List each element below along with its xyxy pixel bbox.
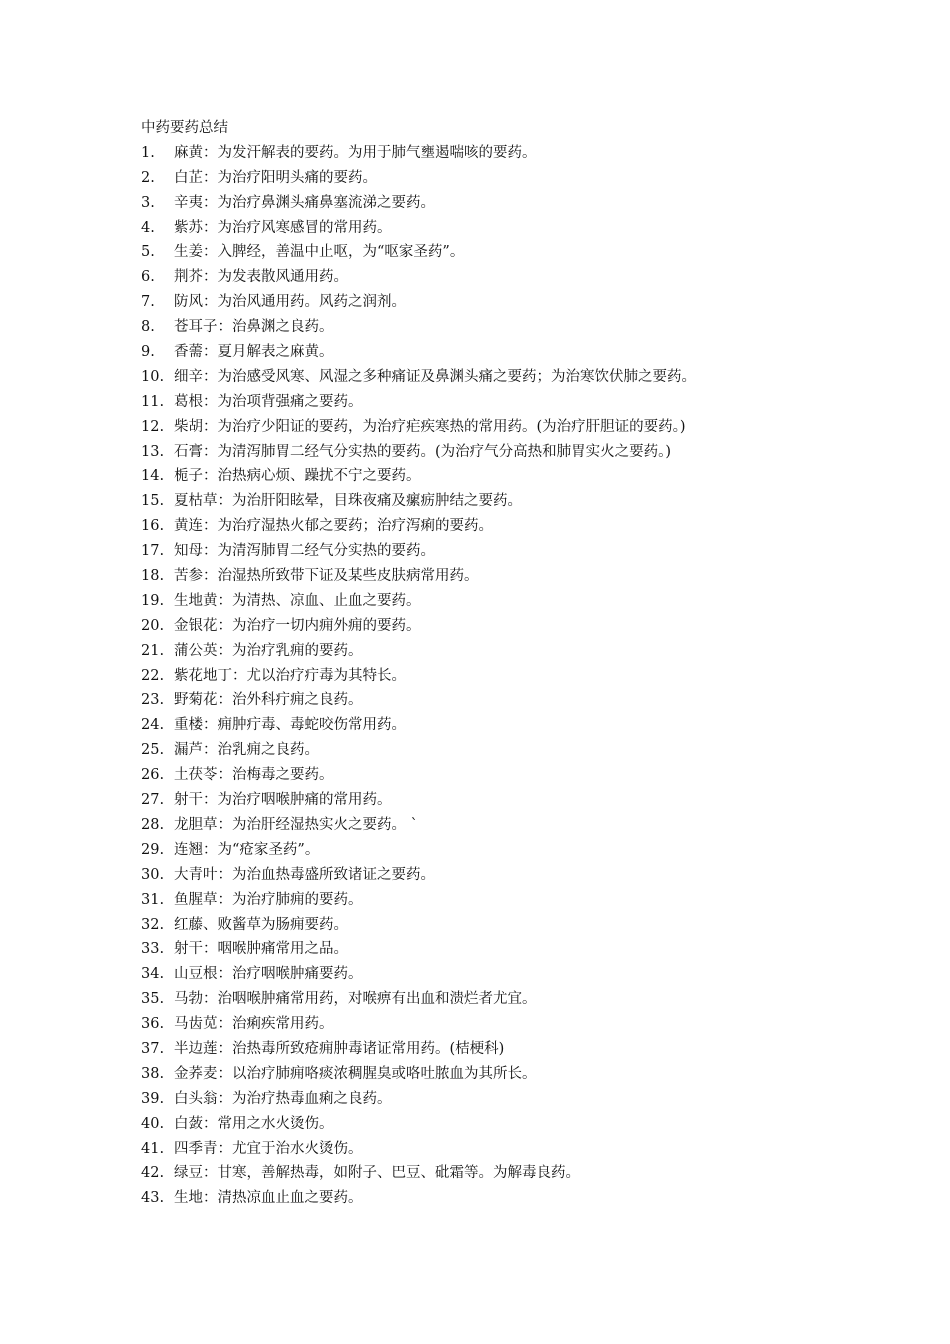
list-item <box>141 340 921 365</box>
list-item <box>141 539 921 564</box>
list-item-text: 大青叶：为治血热毒盛所致诸证之要药。 <box>174 866 435 883</box>
list-item-number: 26. <box>141 767 165 784</box>
list-item-number: 31. <box>141 891 165 908</box>
list-item <box>141 863 921 888</box>
list-item-number: 33. <box>141 941 165 958</box>
list-item-number: 20. <box>141 617 165 634</box>
list-item-number: 24. <box>141 717 165 734</box>
list-item-text: 射干：咽喉肿痛常用之品。 <box>174 941 348 958</box>
list-item-text: 生地黄：为清热、凉血、止血之要药。 <box>174 592 421 609</box>
list-item-text: 野菊花：治外科疔痈之良药。 <box>174 692 363 709</box>
list-item <box>141 688 921 713</box>
list-item <box>141 713 921 738</box>
list-item-text: 黄连：为治疗湿热火郁之要药；治疗泻痢的要药。 <box>174 518 493 535</box>
list-item-number: 14. <box>141 468 165 485</box>
list-item-number: 39. <box>141 1090 165 1107</box>
list-item-text: 半边莲：治热毒所致疮痈肿毒诸证常用药。(桔梗科) <box>174 1040 505 1057</box>
list-item-number: 36. <box>141 1016 165 1033</box>
list-item-number: 18. <box>141 568 165 585</box>
list-item-text: 紫苏：为治疗风寒感冒的常用药。 <box>174 219 392 236</box>
list-item-number: 42. <box>141 1165 165 1182</box>
list-item <box>141 365 921 390</box>
list-item-text: 苦参：治湿热所致带下证及某些皮肤病常用药。 <box>174 568 479 585</box>
list-item <box>141 489 921 514</box>
list-item-text: 辛夷：为治疗鼻渊头痛鼻塞流涕之要药。 <box>174 194 435 211</box>
list-item-text: 荆芥：为发表散风通用药。 <box>174 269 348 286</box>
list-item <box>141 987 921 1012</box>
list-item-number: 35. <box>141 991 165 1008</box>
list-item-number: 3. <box>141 194 155 211</box>
list-item <box>141 614 921 639</box>
list-item-text: 白芷：为治疗阳明头痛的要药。 <box>174 169 377 186</box>
list-item <box>141 564 921 589</box>
list-item <box>141 216 921 241</box>
list-item-text: 金银花：为治疗一切内痈外痈的要药。 <box>174 617 421 634</box>
list-item-text: 生姜：入脾经，善温中止呕，为“呕家圣药”。 <box>174 244 465 261</box>
list-item-number: 41. <box>141 1140 165 1157</box>
list-item <box>141 390 921 415</box>
list-item-text: 石膏：为清泻肺胃二经气分实热的要药。(为治疗气分高热和肺胃实火之要药。) <box>174 443 672 460</box>
list-item-text: 白蔹：常用之水火烫伤。 <box>174 1115 334 1132</box>
list-item <box>141 639 921 664</box>
list-item-number: 16. <box>141 518 165 535</box>
list-item-text: 漏芦：治乳痈之良药。 <box>174 742 319 759</box>
list-item <box>141 738 921 763</box>
list-item <box>141 290 921 315</box>
list-item <box>141 763 921 788</box>
list-item-number: 22. <box>141 667 165 684</box>
list-item-number: 5. <box>141 244 155 261</box>
list-item <box>141 838 921 863</box>
list-item <box>141 913 921 938</box>
list-item-text: 夏枯草：为治肝阳眩晕，目珠夜痛及瘰疬肿结之要药。 <box>174 493 522 510</box>
list-item <box>141 788 921 813</box>
list-item-number: 2. <box>141 169 155 186</box>
list-item-text: 生地：清热凉血止血之要药。 <box>174 1190 363 1207</box>
list-item <box>141 191 921 216</box>
list-item-text: 四季青：尤宜于治水火烫伤。 <box>174 1140 363 1157</box>
list-item-text: 绿豆：甘寒，善解热毒，如附子、巴豆、砒霜等。为解毒良药。 <box>174 1165 580 1182</box>
list-item-number: 23. <box>141 692 165 709</box>
list-item-text: 连翘：为“疮家圣药”。 <box>174 841 320 858</box>
list-item-number: 21. <box>141 642 165 659</box>
list-item <box>141 240 921 265</box>
list-item-number: 25. <box>141 742 165 759</box>
list-item-number: 9. <box>141 344 155 361</box>
list-item-text: 山豆根：治疗咽喉肿痛要药。 <box>174 966 363 983</box>
list-item-number: 30. <box>141 866 165 883</box>
list-item-number: 12. <box>141 418 165 435</box>
list-item-text: 蒲公英：为治疗乳痈的要药。 <box>174 642 363 659</box>
list-item-number: 11. <box>141 393 165 410</box>
list-item <box>141 514 921 539</box>
list-item <box>141 1161 921 1186</box>
list-item-text: 土茯苓：治梅毒之要药。 <box>174 767 334 784</box>
list-item-number: 40. <box>141 1115 165 1132</box>
list-item <box>141 1087 921 1112</box>
list-item-number: 43. <box>141 1190 165 1207</box>
list-item <box>141 1137 921 1162</box>
list-item-text: 苍耳子：治鼻渊之良药。 <box>174 319 334 336</box>
list-item-number: 34. <box>141 966 165 983</box>
list-item-number: 15. <box>141 493 165 510</box>
list-item-number: 1. <box>141 144 155 161</box>
list-item-number: 28. <box>141 816 165 833</box>
list-item-text: 防风：为治风通用药。风药之润剂。 <box>174 294 406 311</box>
list-item-number: 32. <box>141 916 165 933</box>
list-item <box>141 1012 921 1037</box>
list-item-text: 紫花地丁：尤以治疗疔毒为其特长。 <box>174 667 406 684</box>
list-item <box>141 141 921 166</box>
list-item-text: 葛根：为治项背强痛之要药。 <box>174 393 363 410</box>
list-item-number: 10. <box>141 368 165 385</box>
list-item-text: 龙胆草：为治肝经湿热实火之要药。 ` <box>174 816 418 833</box>
list-item <box>141 166 921 191</box>
list-item <box>141 589 921 614</box>
list-item-number: 19. <box>141 592 165 609</box>
entry-list <box>141 141 921 1211</box>
list-item-number: 8. <box>141 319 155 336</box>
list-item <box>141 415 921 440</box>
list-item-text: 马齿苋：治痢疾常用药。 <box>174 1016 334 1033</box>
list-item-text: 红藤、败酱草为肠痈要药。 <box>174 916 348 933</box>
list-item-text: 马勃：治咽喉肿痛常用药，对喉痹有出血和溃烂者尤宜。 <box>174 991 537 1008</box>
list-item <box>141 464 921 489</box>
list-item-number: 13. <box>141 443 165 460</box>
list-item-text: 栀子：治热病心烦、躁扰不宁之要药。 <box>174 468 421 485</box>
list-item <box>141 664 921 689</box>
list-item-number: 4. <box>141 219 155 236</box>
list-item <box>141 265 921 290</box>
list-item <box>141 1112 921 1137</box>
list-item-number: 27. <box>141 792 165 809</box>
list-item-text: 香薷：夏月解表之麻黄。 <box>174 344 334 361</box>
list-item-number: 7. <box>141 294 155 311</box>
list-item-number: 38. <box>141 1065 165 1082</box>
document-title: 中药要药总结 <box>141 120 228 136</box>
list-item-text: 麻黄：为发汗解表的要药。为用于肺气壅遏喘咳的要药。 <box>174 144 537 161</box>
list-item <box>141 1037 921 1062</box>
list-item-text: 重楼：痈肿疔毒、毒蛇咬伤常用药。 <box>174 717 406 734</box>
list-item-number: 29. <box>141 841 165 858</box>
list-item-number: 37. <box>141 1040 165 1057</box>
list-item-number: 17. <box>141 543 165 560</box>
list-item-text: 射干：为治疗咽喉肿痛的常用药。 <box>174 792 392 809</box>
list-item <box>141 962 921 987</box>
list-item-text: 知母：为清泻肺胃二经气分实热的要药。 <box>174 543 435 560</box>
list-item-text: 柴胡：为治疗少阳证的要药，为治疗疟疾寒热的常用药。(为治疗肝胆证的要药。) <box>174 418 686 435</box>
list-item <box>141 1062 921 1087</box>
list-item <box>141 813 921 838</box>
list-item <box>141 1186 921 1211</box>
list-item <box>141 937 921 962</box>
list-item-text: 鱼腥草：为治疗肺痈的要药。 <box>174 891 363 908</box>
list-item <box>141 888 921 913</box>
list-item <box>141 315 921 340</box>
document-page <box>141 116 921 1211</box>
list-item-text: 白头翁：为治疗热毒血痢之良药。 <box>174 1090 392 1107</box>
list-item <box>141 440 921 465</box>
list-item-text: 细辛：为治感受风寒、风湿之多种痛证及鼻渊头痛之要药；为治寒饮伏肺之要药。 <box>174 368 696 385</box>
list-item-text: 金荞麦：以治疗肺痈咯痰浓稠腥臭或咯吐脓血为其所长。 <box>174 1065 537 1082</box>
list-item-number: 6. <box>141 269 155 286</box>
